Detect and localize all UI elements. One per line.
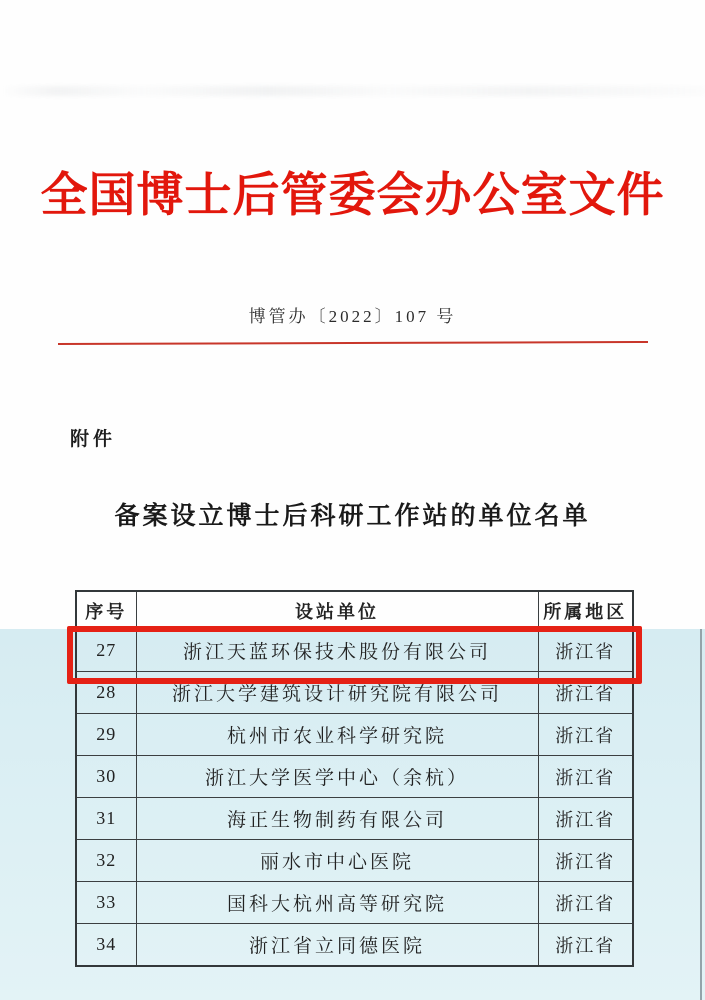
table-row [76,882,633,924]
cell-no: 29 [76,714,136,756]
cell-unit: 丽水市中心医院 [136,840,538,882]
cell-no: 32 [76,840,136,882]
page-edge-line [700,629,702,1000]
cell-region: 浙江省 [538,630,633,672]
cell-no: 33 [76,882,136,924]
cell-no: 28 [76,672,136,714]
cell-region: 浙江省 [538,798,633,840]
cell-unit: 浙江天蓝环保技术股份有限公司 [136,630,538,672]
cell-unit: 浙江大学医学中心（余杭） [136,756,538,798]
cell-no: 34 [76,924,136,967]
header-row [76,591,633,630]
table-row [76,798,633,840]
units-table [75,590,634,967]
cell-unit: 海正生物制药有限公司 [136,798,538,840]
cell-unit: 杭州市农业科学研究院 [136,714,538,756]
cell-region: 浙江省 [538,882,633,924]
cell-region: 浙江省 [538,672,633,714]
scan-artifact [0,86,705,96]
header-no: 序号 [76,591,136,630]
cell-region: 浙江省 [538,924,633,967]
table-row [76,672,633,714]
cell-region: 浙江省 [538,840,633,882]
cell-no: 30 [76,756,136,798]
red-divider-line [58,341,648,345]
table-row [76,756,633,798]
table-body [76,630,633,967]
cell-region: 浙江省 [538,714,633,756]
table-row [76,840,633,882]
table-row [76,924,633,967]
cell-no: 31 [76,798,136,840]
table-header [76,591,633,630]
document-number: 博管办〔2022〕107 号 [248,307,457,326]
table-row-highlighted [76,630,633,672]
table-row [76,714,633,756]
cell-unit: 浙江大学建筑设计研究院有限公司 [136,672,538,714]
attachment-label: 附件 [70,429,117,450]
cell-region: 浙江省 [538,756,633,798]
section-title: 备案设立博士后科研工作站的单位名单 [114,503,591,530]
header-unit: 设站单位 [136,591,538,630]
document-title: 全国博士后管委会办公室文件 [40,170,665,222]
cell-unit: 浙江省立同德医院 [136,924,538,967]
cell-unit: 国科大杭州高等研究院 [136,882,538,924]
cell-no: 27 [76,630,136,672]
header-region: 所属地区 [538,591,633,630]
